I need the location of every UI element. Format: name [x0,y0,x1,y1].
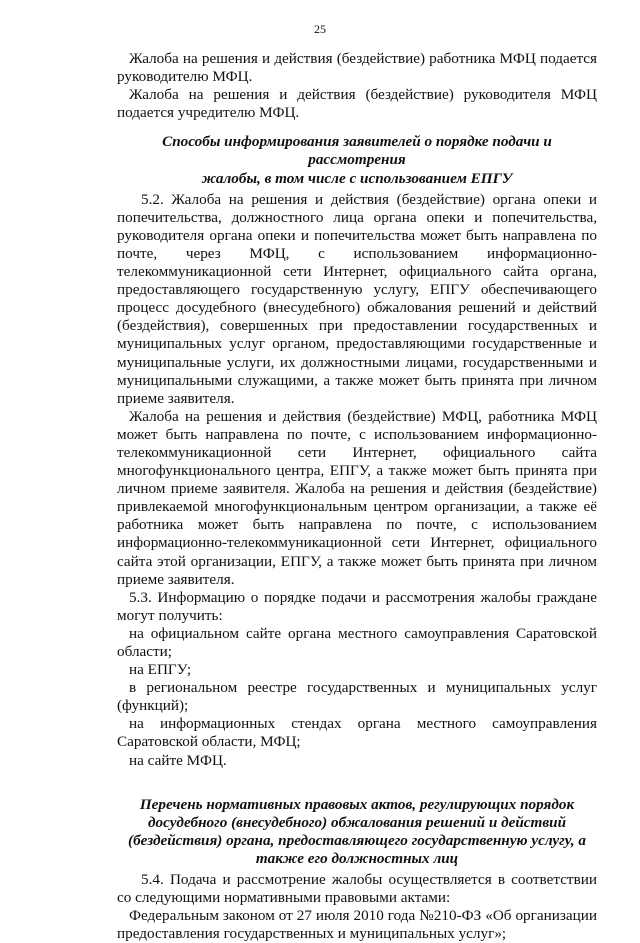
paragraph-5-3: 5.3. Информацию о порядке подачи и рассмотрения жалобы граждане могут получить: [117,588,597,624]
paragraph-5-2: 5.2. Жалоба на решения и действия (бездействие) органа опеки и попечительства, должностного лица органа опеки и попечительства, руководителя органа опеки и попечительства может быть направлена по почте, через МФЦ, с использованием информационно-телекоммуникационной сети Интернет, официального сайта органа, предоставляющего государственную услугу, ЕПГУ обеспечивающего процесс досудебного (внесудебного) обжалования решений и действий (бездействия), совершенных при предоставлении государственных и муниципальных услуг органом, предоставляющими государственные и муниципальные услуги, их должностными лицами, государственными и муниципальными служащими, а также может быть принята при личном приеме заявителя. [117,190,597,407]
heading-line: (бездействия) органа, предоставляющего государственную услугу, а [128,831,586,849]
page-number: 25 [314,22,326,36]
list-item: в региональном реестре государственных и муниципальных услуг (функций); [117,679,597,715]
section-heading-legal-acts [117,796,597,868]
document-body [117,50,597,943]
paragraph-mfc-head-complaint: Жалоба на решения и действия (бездействие) руководителя МФЦ подается учредителю МФЦ. [117,86,597,122]
heading-line: досудебного (внесудебного) обжалования решений и действий [147,813,567,831]
list-item: на официальном сайте органа местного самоуправления Саратовской области; [117,624,597,660]
list-item: на сайте МФЦ. [129,751,227,769]
paragraph-federal-law: Федеральным законом от 27 июля 2010 года №210-ФЗ «Об организации предоставления государственных и муниципальных услуг»; [117,907,597,943]
heading-line: Способы информирования заявителей о порядке подачи и рассмотрения [162,133,552,169]
heading-line: Перечень нормативных правовых актов, регулирующих порядок [139,795,575,813]
list-item: на информационных стендах органа местного самоуправления Саратовской области, МФЦ; [117,715,597,751]
paragraph-mfc-complaint: Жалоба на решения и действия (бездействие) МФЦ, работника МФЦ может быть направлена по почте, с использованием информационно-телекоммуникационной сети Интернет, официального сайта многофункционального центра, ЕПГУ, а также может быть принята при личном приеме заявителя. Жалоба на решения и действия (бездействие) привлекаемой многофункциональным центром организации, а также её работника может быть направлена по почте, с использованием информационно-телекоммуникационной сети Интернет, официального сайта этой организации, ЕПГУ, а также может быть принята при личном приеме заявителя. [117,407,597,588]
list-item: на ЕПГУ; [129,661,192,679]
heading-line: жалобы, в том числе с использованием ЕПГУ [201,169,513,187]
heading-line: также его должностных лиц [255,849,459,867]
paragraph-mfc-worker-complaint: Жалоба на решения и действия (бездействие) работника МФЦ подается руководителю МФЦ. [117,50,597,86]
section-heading-informing [117,133,597,187]
paragraph-5-4: 5.4. Подача и рассмотрение жалобы осуществляется в соответствии со следующими нормативными правовыми актами: [117,871,597,907]
